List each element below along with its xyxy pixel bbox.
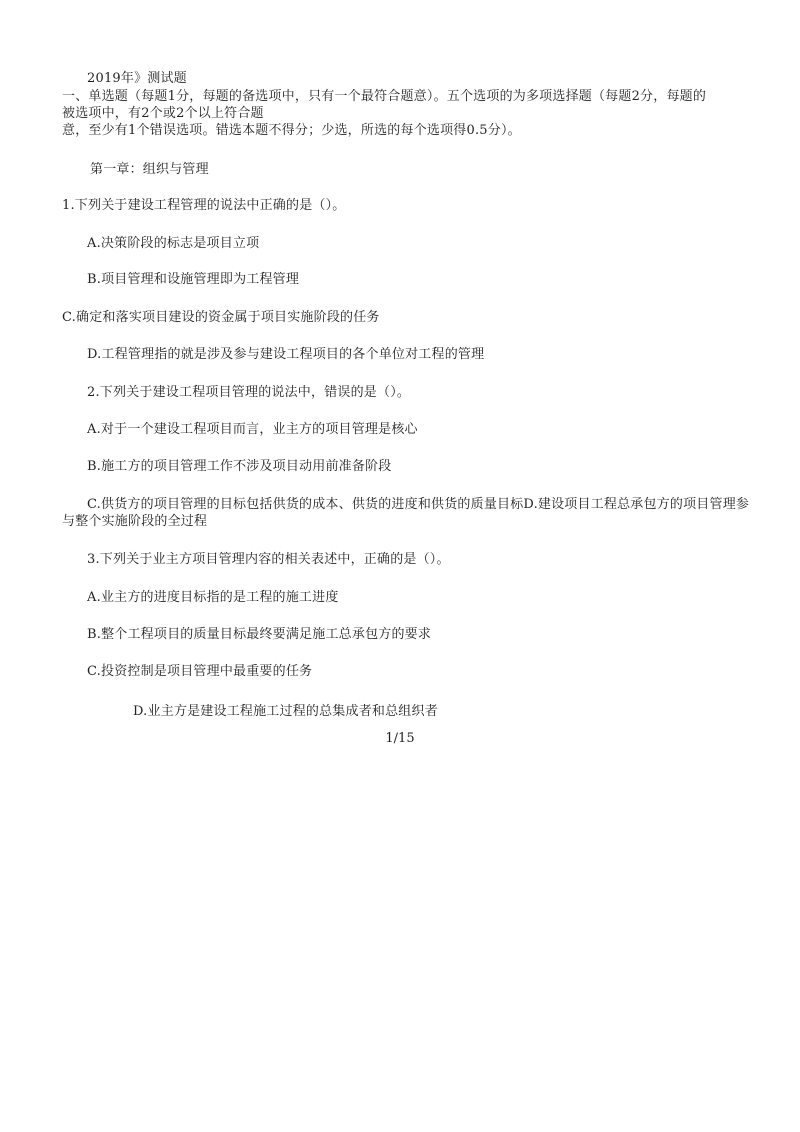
page-number: 1/15: [385, 731, 415, 746]
question-1-option-b: B.项目管理和设施管理即为工程管理: [87, 272, 300, 287]
question-3-option-b: B.整个工程项目的质量目标最终要满足施工总承包方的要求: [87, 627, 432, 642]
instructions-line-1: 一、单选题（每题1分，每题的备选项中，只有一个最符合题意）。五个选项的为多项选择题（每题2分，每题的: [62, 89, 707, 104]
question-2-option-b: B.施工方的项目管理工作不涉及项目动用前准备阶段: [87, 459, 392, 474]
question-3-option-c: C.投资控制是项目管理中最重要的任务: [87, 664, 313, 679]
question-2-option-c-d: C.供货方的项目管理的目标包括供货的成本、供货的进度和供货的质量目标D.建设项目工程总承包方的项目管理参与整个实施阶段的全过程: [62, 497, 750, 529]
question-2-option-a: A.对于一个建设工程项目而言，业主方的项目管理是核心: [87, 422, 418, 437]
question-1-option-c: C.确定和落实项目建设的资金属于项目实施阶段的任务: [62, 310, 380, 325]
question-3-option-d: D.业主方是建设工程施工过程的总集成者和总组织者: [133, 704, 438, 719]
instructions-line-2: 被选项中，有2个或2个以上符合题: [62, 106, 264, 121]
instructions-line-3: 意，至少有1个错误选项。错选本题不得分；少选，所选的每个选项得0.5分）。: [62, 123, 521, 138]
question-1-option-a: A.决策阶段的标志是项目立项: [87, 236, 260, 251]
chapter-title: 第一章：组织与管理: [90, 162, 209, 177]
question-1-option-d: D.工程管理指的就是涉及参与建设工程项目的各个单位对工程的管理: [87, 347, 485, 362]
question-3-stem: 3.下列关于业主方项目管理内容的相关表述中，正确的是（）。: [87, 552, 450, 567]
question-3-option-a: A.业主方的进度目标指的是工程的施工进度: [87, 590, 339, 605]
question-2-stem: 2.下列关于建设工程项目管理的说法中，错误的是（）。: [87, 385, 411, 400]
question-1-stem: 1.下列关于建设工程管理的说法中正确的是（）。: [62, 198, 346, 213]
document-title: 2019年》测试题: [87, 71, 187, 86]
